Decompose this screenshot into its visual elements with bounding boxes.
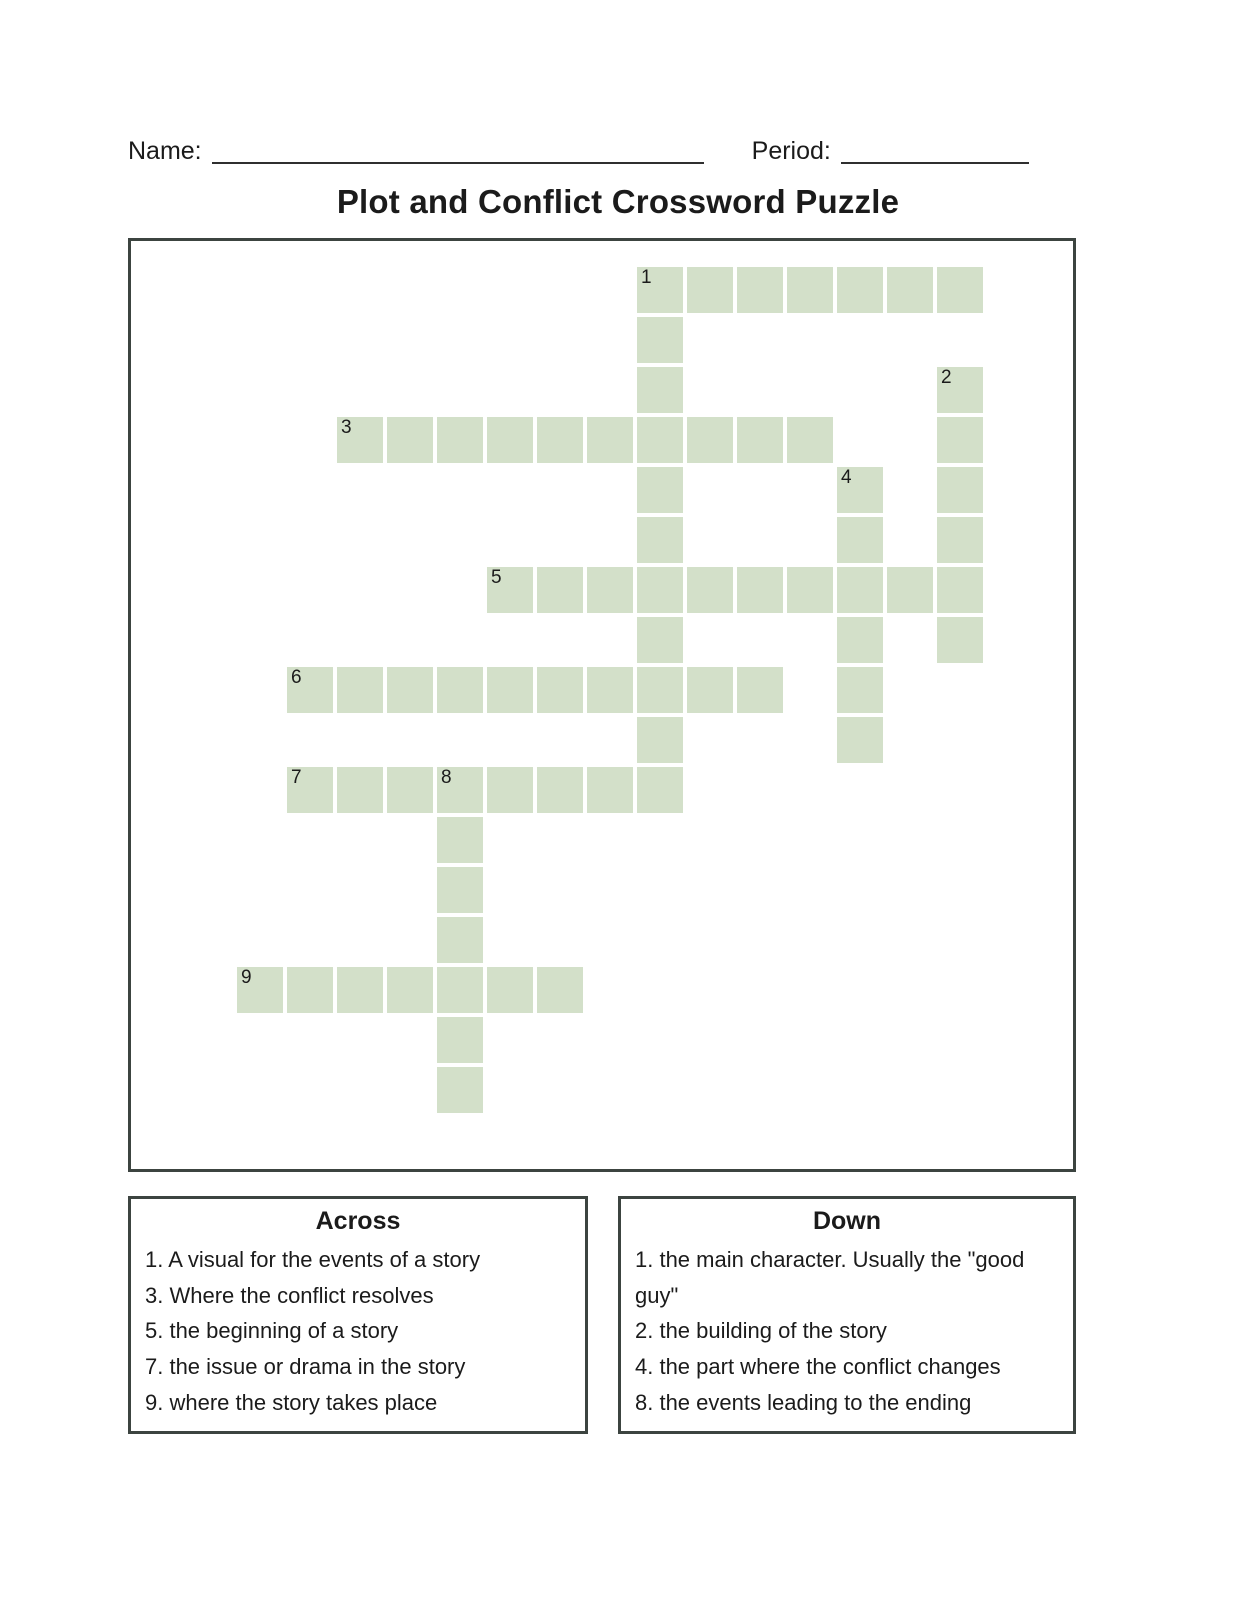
crossword-grid-frame — [128, 238, 1076, 1172]
crossword-cell[interactable] — [637, 267, 683, 313]
crossword-cell[interactable] — [637, 567, 683, 613]
clue-item: 7. the issue or drama in the story — [145, 1353, 466, 1379]
cell-number: 8 — [441, 767, 452, 788]
crossword-cell[interactable] — [837, 617, 883, 663]
crossword-cell[interactable] — [537, 567, 583, 613]
clue-item: 5. the beginning of a story — [145, 1318, 399, 1344]
crossword-cell[interactable] — [587, 667, 633, 713]
crossword-cell[interactable] — [637, 417, 683, 463]
crossword-cell[interactable] — [887, 567, 933, 613]
crossword-cell[interactable] — [487, 567, 533, 613]
crossword-cell[interactable] — [637, 717, 683, 763]
clue-item: 8. the events leading to the ending — [635, 1389, 972, 1415]
down-clues-box — [618, 1196, 1076, 1434]
crossword-cell[interactable] — [337, 767, 383, 813]
crossword-cell[interactable] — [387, 417, 433, 463]
crossword-cell[interactable] — [837, 267, 883, 313]
crossword-cell[interactable] — [787, 267, 833, 313]
name-input[interactable] — [212, 138, 704, 164]
crossword-cell[interactable] — [937, 467, 983, 513]
clue-item: 1. the main character. Usually the "good guy" — [635, 1247, 1025, 1308]
crossword-cell[interactable] — [487, 417, 533, 463]
crossword-cell[interactable] — [337, 967, 383, 1013]
crossword-cell[interactable] — [437, 967, 483, 1013]
crossword-cell[interactable] — [837, 717, 883, 763]
crossword-cell[interactable] — [937, 367, 983, 413]
crossword-cell[interactable] — [387, 667, 433, 713]
cell-number: 9 — [241, 967, 252, 988]
crossword-cell[interactable] — [687, 667, 733, 713]
period-input[interactable] — [841, 138, 1029, 164]
across-clues-box — [128, 1196, 588, 1434]
crossword-cell[interactable] — [837, 667, 883, 713]
crossword-cell[interactable] — [637, 517, 683, 563]
down-clue-list — [635, 1242, 1059, 1420]
crossword-cell[interactable] — [937, 567, 983, 613]
crossword-cell[interactable] — [737, 567, 783, 613]
crossword-cell[interactable] — [737, 667, 783, 713]
crossword-cell[interactable] — [487, 767, 533, 813]
cell-number: 5 — [491, 567, 502, 588]
crossword-cell[interactable] — [437, 1017, 483, 1063]
crossword-cell[interactable] — [637, 767, 683, 813]
crossword-cell[interactable] — [587, 567, 633, 613]
clue-item: 3. Where the conflict resolves — [145, 1282, 434, 1308]
cell-number: 1 — [641, 267, 652, 288]
crossword-cell[interactable] — [637, 467, 683, 513]
across-heading: Across — [315, 1207, 401, 1235]
crossword-grid[interactable] — [131, 241, 1073, 1169]
cell-number: 7 — [291, 767, 302, 788]
across-clue-list — [145, 1242, 571, 1420]
crossword-cell[interactable] — [837, 567, 883, 613]
crossword-cell[interactable] — [487, 967, 533, 1013]
name-label: Name: — [128, 137, 202, 165]
crossword-cell[interactable] — [687, 417, 733, 463]
crossword-cell[interactable] — [837, 467, 883, 513]
cell-number: 6 — [291, 667, 302, 688]
crossword-cell[interactable] — [537, 417, 583, 463]
cell-number: 4 — [841, 467, 852, 488]
crossword-cell[interactable] — [537, 667, 583, 713]
crossword-cell[interactable] — [437, 1067, 483, 1113]
cell-number: 2 — [941, 367, 952, 388]
crossword-cell[interactable] — [287, 667, 333, 713]
crossword-cell[interactable] — [237, 967, 283, 1013]
crossword-cell[interactable] — [937, 517, 983, 563]
clue-item: 4. the part where the conflict changes — [635, 1353, 1001, 1379]
crossword-cell[interactable] — [487, 667, 533, 713]
crossword-cell[interactable] — [287, 967, 333, 1013]
clue-item: 1. A visual for the events of a story — [145, 1247, 481, 1272]
crossword-cell[interactable] — [887, 267, 933, 313]
crossword-cell[interactable] — [937, 417, 983, 463]
crossword-cell[interactable] — [537, 967, 583, 1013]
crossword-cell[interactable] — [637, 617, 683, 663]
crossword-cell[interactable] — [337, 667, 383, 713]
clue-item: 9. where the story takes place — [145, 1389, 438, 1415]
crossword-cell[interactable] — [437, 667, 483, 713]
crossword-cell[interactable] — [687, 267, 733, 313]
crossword-cell[interactable] — [637, 317, 683, 363]
crossword-cell[interactable] — [937, 617, 983, 663]
worksheet-header — [128, 120, 1076, 164]
crossword-cell[interactable] — [837, 517, 883, 563]
crossword-cell[interactable] — [637, 367, 683, 413]
crossword-cell[interactable] — [437, 917, 483, 963]
crossword-cell[interactable] — [637, 667, 683, 713]
crossword-cell[interactable] — [737, 417, 783, 463]
crossword-cell[interactable] — [437, 767, 483, 813]
crossword-cell[interactable] — [787, 417, 833, 463]
crossword-cell[interactable] — [687, 567, 733, 613]
crossword-cell[interactable] — [437, 867, 483, 913]
crossword-cell[interactable] — [937, 267, 983, 313]
crossword-cell[interactable] — [437, 817, 483, 863]
crossword-cell[interactable] — [587, 417, 633, 463]
crossword-cell[interactable] — [537, 767, 583, 813]
crossword-cell[interactable] — [337, 417, 383, 463]
crossword-cell[interactable] — [287, 767, 333, 813]
crossword-cell[interactable] — [787, 567, 833, 613]
cell-number: 3 — [341, 417, 352, 438]
crossword-cell[interactable] — [587, 767, 633, 813]
clue-item: 2. the building of the story — [635, 1318, 887, 1344]
crossword-cell[interactable] — [387, 967, 433, 1013]
crossword-cell[interactable] — [437, 417, 483, 463]
crossword-cell[interactable] — [387, 767, 433, 813]
crossword-cell[interactable] — [737, 267, 783, 313]
down-heading: Down — [812, 1207, 882, 1235]
page-title: Plot and Conflict Crossword Puzzle — [336, 183, 900, 220]
period-label: Period: — [751, 137, 831, 165]
